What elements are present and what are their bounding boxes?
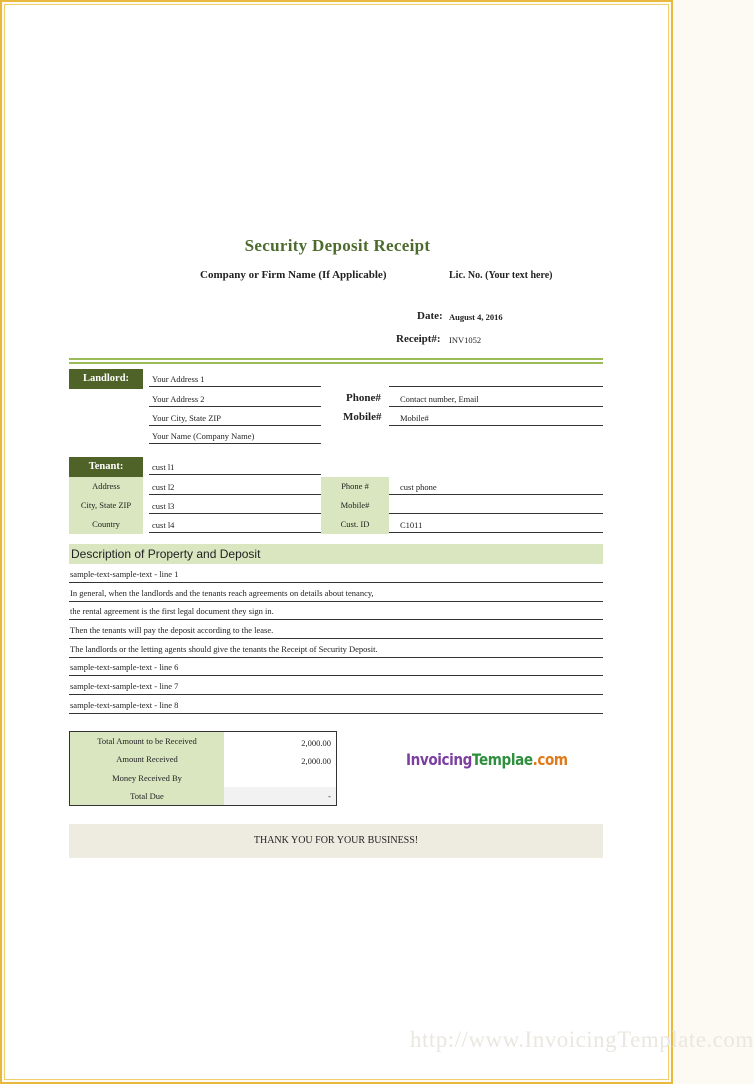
date-label: Date: — [417, 310, 443, 322]
totals-row — [70, 769, 336, 787]
totals-label: Amount Received — [70, 750, 224, 768]
tenant-name: cust l1 — [149, 457, 321, 475]
watermark: http://www.InvoicingTemplate.com — [410, 1027, 754, 1052]
totals-value — [224, 769, 336, 787]
company-name: Company or Firm Name (If Applicable) — [200, 269, 387, 281]
tenant-city-value: cust l3 — [149, 496, 321, 514]
totals-value: 2,000.00 — [301, 756, 331, 767]
landlord-phone-value: Contact number, Email — [389, 389, 603, 407]
receipt-number-label: Receipt#: — [396, 333, 441, 345]
receipt-number-value: INV1052 — [449, 335, 482, 345]
tenant-country-value: cust l4 — [149, 515, 321, 533]
tenant-mobile-label: Mobile# — [321, 496, 389, 515]
landlord-address-line: Your Address 1 — [149, 369, 321, 387]
tenant-address-label: Address — [69, 477, 143, 496]
totals-row — [70, 750, 336, 768]
logo-part: Templae — [471, 750, 533, 769]
totals-table — [69, 731, 337, 806]
date-value: August 4, 2016 — [449, 312, 503, 322]
landlord-label: Landlord: — [69, 369, 143, 389]
tenant-phone-value: cust phone — [389, 477, 603, 495]
landlord-address-line: Your City, State ZIP — [149, 408, 321, 426]
totals-row — [70, 787, 336, 805]
logo-part: Invoicing — [406, 750, 472, 769]
totals-row — [70, 732, 336, 750]
description-line: sample-text-sample-text - line 1 — [69, 564, 603, 583]
divider-line — [69, 362, 603, 366]
description-heading: Description of Property and Deposit — [69, 544, 603, 564]
tenant-cust-id-value: C1011 — [389, 515, 603, 533]
tenant-phone-label: Phone # — [321, 477, 389, 496]
landlord-mobile-value: Mobile# — [389, 408, 603, 426]
description-line: the rental agreement is the first legal document they sign in. — [69, 601, 603, 620]
tenant-cust-id-label: Cust. ID — [321, 515, 389, 534]
description-line: sample-text-sample-text - line 6 — [69, 657, 603, 676]
description-line: The landlords or the letting agents should give the tenants the Receipt of Security Deposit. — [69, 639, 603, 658]
tenant-mobile-value — [389, 496, 603, 514]
totals-label: Money Received By — [70, 769, 224, 787]
description-line: sample-text-sample-text - line 8 — [69, 695, 603, 714]
invoicingtemplate-logo — [406, 750, 568, 769]
landlord-address-line: Your Name (Company Name) — [149, 426, 321, 444]
totals-label: Total Due — [70, 787, 224, 805]
receipt-document — [4, 4, 754, 1080]
description-line: In general, when the landlords and the tenants reach agreements on details about tenancy, — [69, 583, 603, 602]
tenant-address-value: cust l2 — [149, 477, 321, 495]
totals-value: 2,000.00 — [301, 738, 331, 748]
landlord-blank-line — [389, 369, 603, 387]
license-number: Lic. No. (Your text here) — [449, 270, 553, 281]
totals-value: - — [224, 787, 336, 805]
logo-part: .com — [532, 750, 568, 769]
description-line: sample-text-sample-text - line 7 — [69, 676, 603, 695]
totals-label: Total Amount to be Received — [70, 732, 224, 750]
landlord-mobile-label: Mobile# — [343, 411, 382, 423]
landlord-phone-label: Phone# — [346, 392, 381, 404]
tenant-country-label: Country — [69, 515, 143, 534]
thank-you-banner: THANK YOU FOR YOUR BUSINESS! — [69, 824, 603, 858]
description-line: Then the tenants will pay the deposit according to the lease. — [69, 620, 603, 639]
page-title: Security Deposit Receipt — [244, 236, 431, 255]
tenant-label: Tenant: — [69, 457, 143, 477]
landlord-address-line: Your Address 2 — [149, 389, 321, 407]
tenant-city-label: City, State ZIP — [69, 496, 143, 515]
